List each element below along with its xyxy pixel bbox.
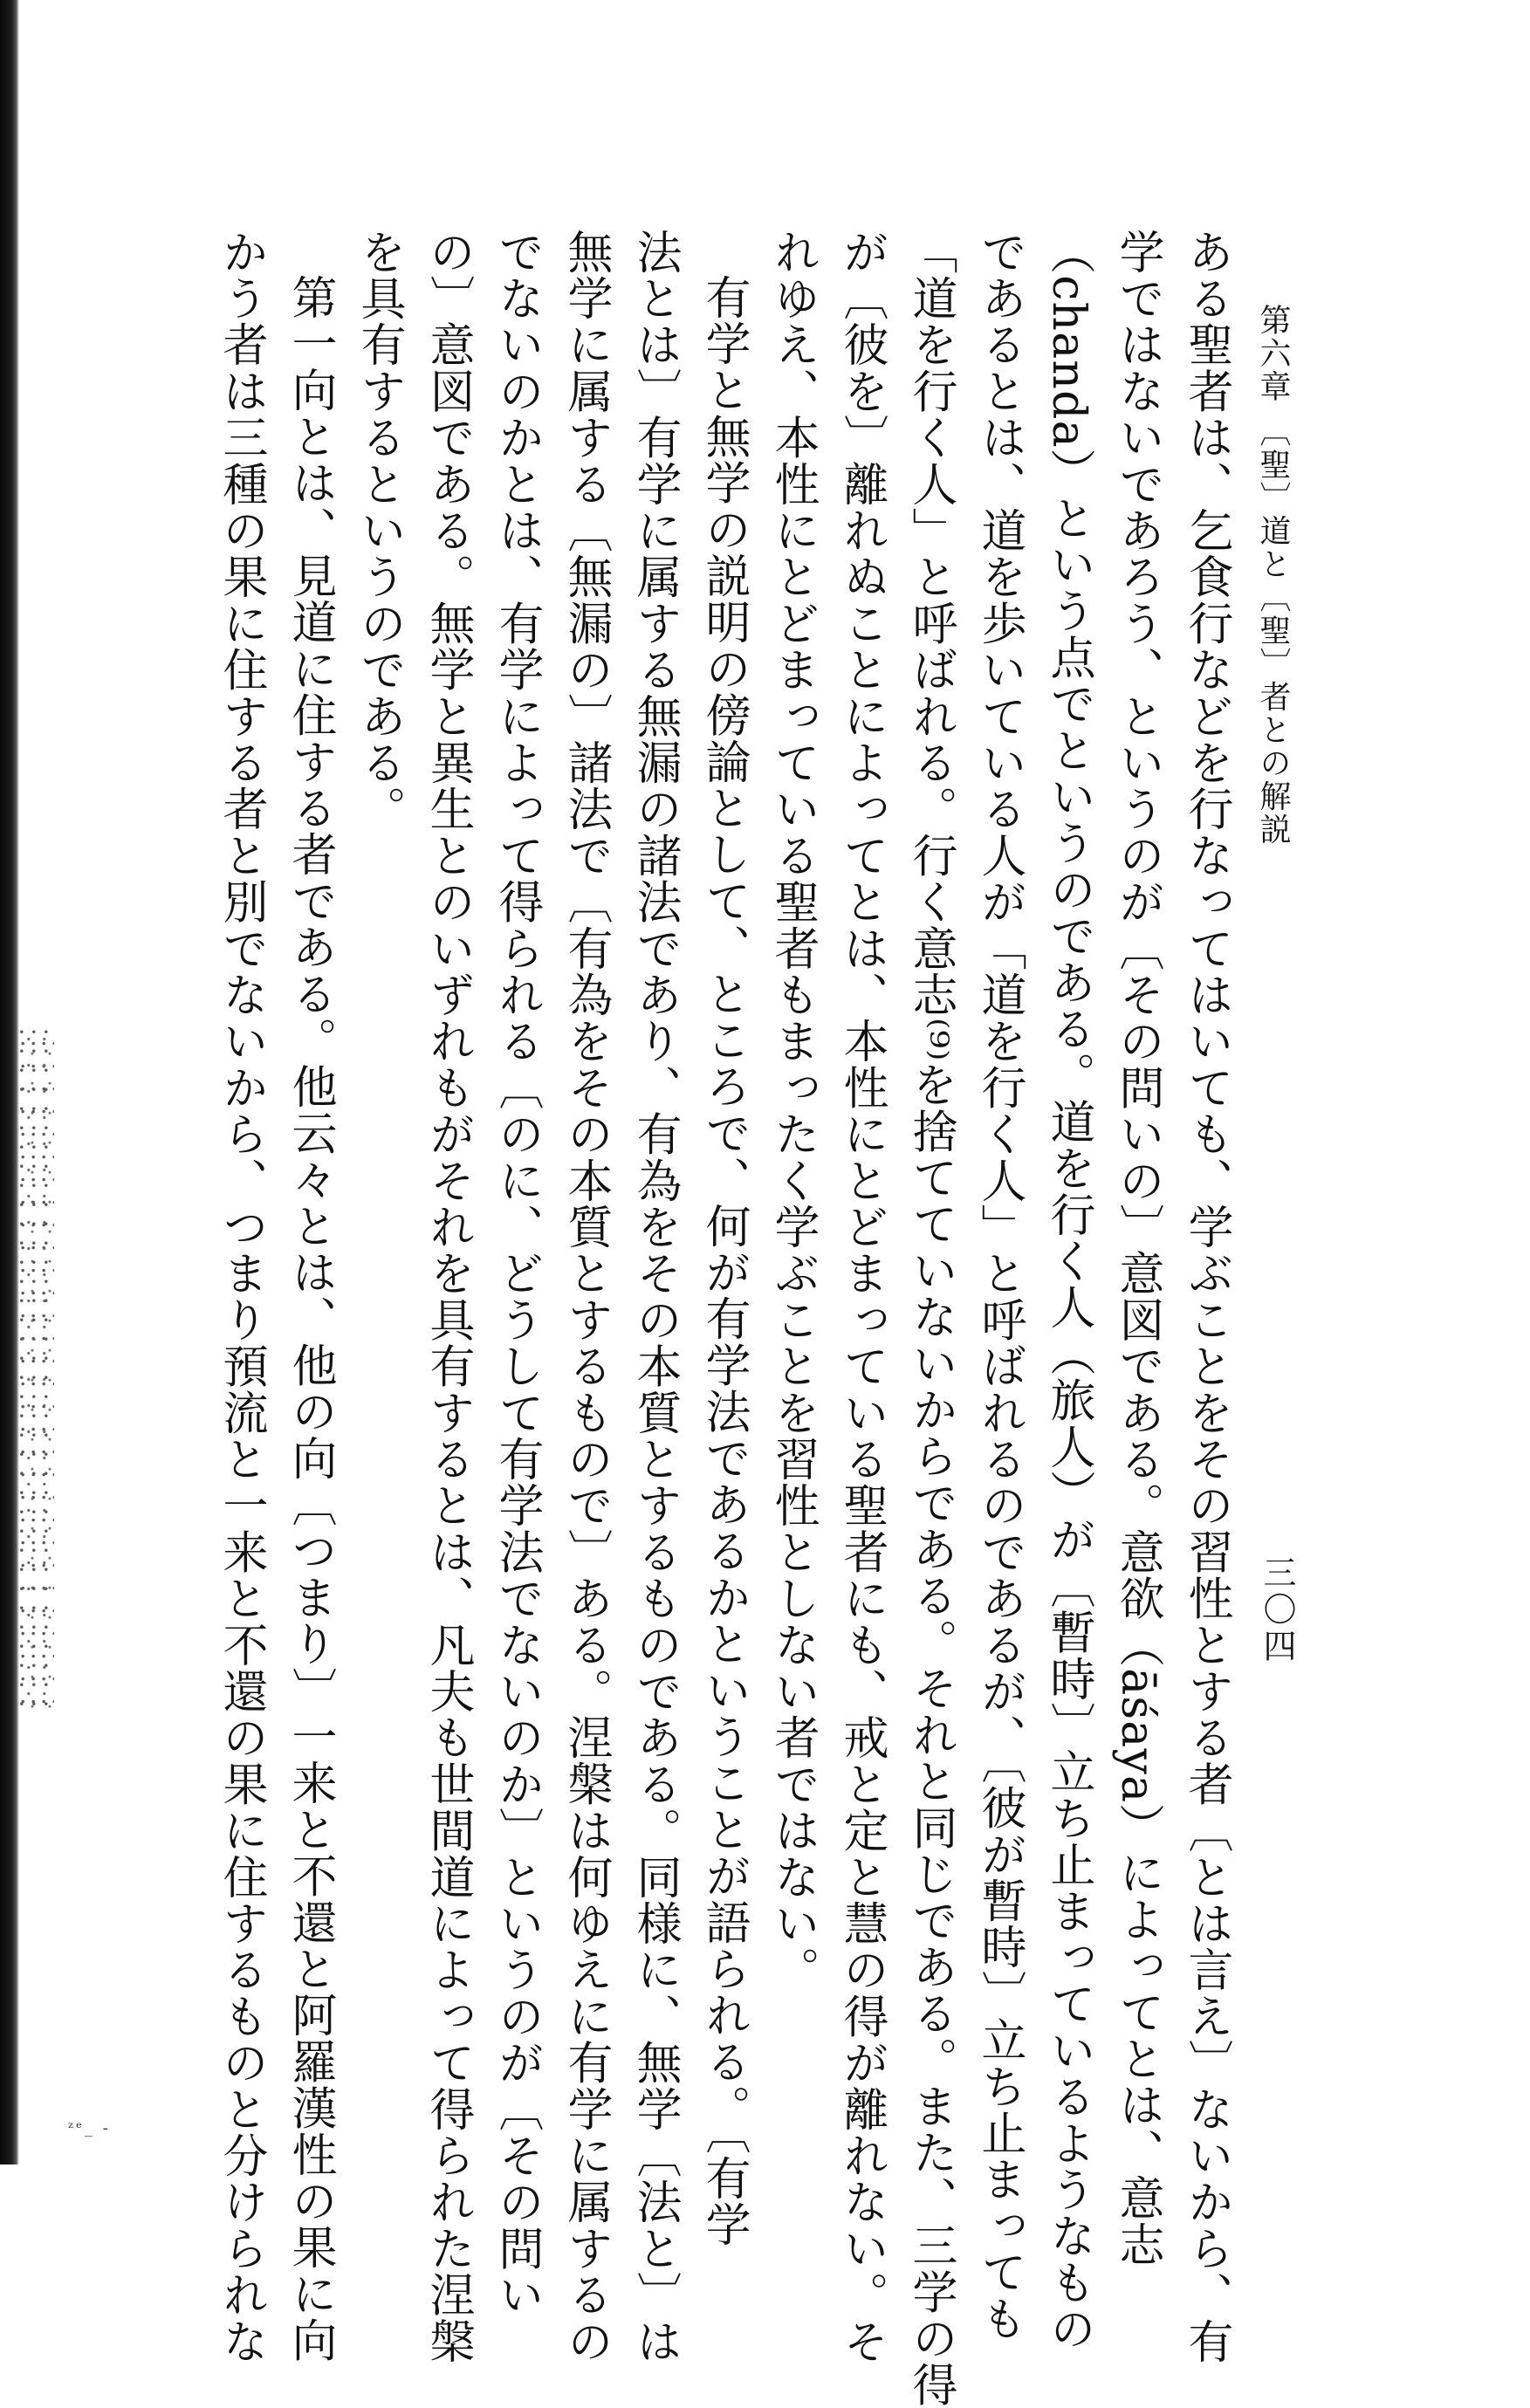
- scan-noise: [19, 1030, 54, 1711]
- text-line: 無学に属する〔無漏の〕諸法で〔有為をその本質とするもので〕ある。涅槃は何ゆえに有学に属するの: [559, 229, 612, 2365]
- scan-footer-mark: ᶻᵉ_ -: [68, 2119, 111, 2137]
- body-text: [206, 229, 1240, 2408]
- running-chapter-title: 第六章 〔聖〕道と〔聖〕者との解説: [1255, 304, 1291, 847]
- text-line: であるとは、道を歩いている人が「道を行く人」と呼ばれるのであるが、〔彼が暫時〕立ち止まっても: [973, 229, 1026, 2343]
- text-line: 学ではないであろう、というのが〔その問いの〕意図である。意欲（āśaya）によってとは、意志: [1111, 229, 1163, 2268]
- text-line: （chanda）という点でというのである。道を行く人（旅人）が〔暫時〕立ち止まっているようなもの: [1042, 229, 1094, 2352]
- binding-shadow: [0, 0, 19, 2164]
- page-number: 三〇四: [1258, 1555, 1296, 1665]
- text-line: れゆえ、本性にとどまっている聖者もまったく学ぶことを習性としない者ではない。: [766, 229, 819, 1993]
- text-line: を具有するというのである。: [353, 229, 405, 833]
- text-line: かう者は三種の果に住する者と別でないから、つまり預流と一来と不還の果に住するものと分けられな: [215, 229, 267, 2365]
- text-line: 法とは〕有学に属する無漏の諸法であり、有為をその本質とするものである。同様に、無学〔法と〕は: [628, 229, 681, 2365]
- text-line: ある聖者は、乞食行などを行なってはいても、学ぶことをその習性とする者〔とは言え〕ないから、有: [1180, 229, 1232, 2365]
- text-line: の〕意図である。無学と異生とのいずれもがそれを具有するとは、凡夫も世間道によって得られた涅槃: [422, 229, 474, 2365]
- text-line: 「道を行く人」と呼ばれる。行く意志⁽⁹⁾を捨てていないからである。それと同じである。また、三学の得: [904, 229, 957, 2408]
- text-line: 有学と無学の説明の傍論として、ところで、何が有学法であるかということが語られる。〔有学: [697, 274, 750, 2248]
- text-line: が〔彼を〕離れぬことによってとは、本性にとどまっている聖者にも、戒と定と慧の得が離れない。そ: [835, 229, 888, 2365]
- text-line: 第一向とは、見道に住する者である。他云々とは、他の向〔つまり〕一来と不還と阿羅漢性の果に向: [284, 274, 336, 2363]
- text-line: でないのかとは、有学によって得られる〔のに、どうして有学法でないのか〕というのが〔その問い: [491, 229, 543, 2318]
